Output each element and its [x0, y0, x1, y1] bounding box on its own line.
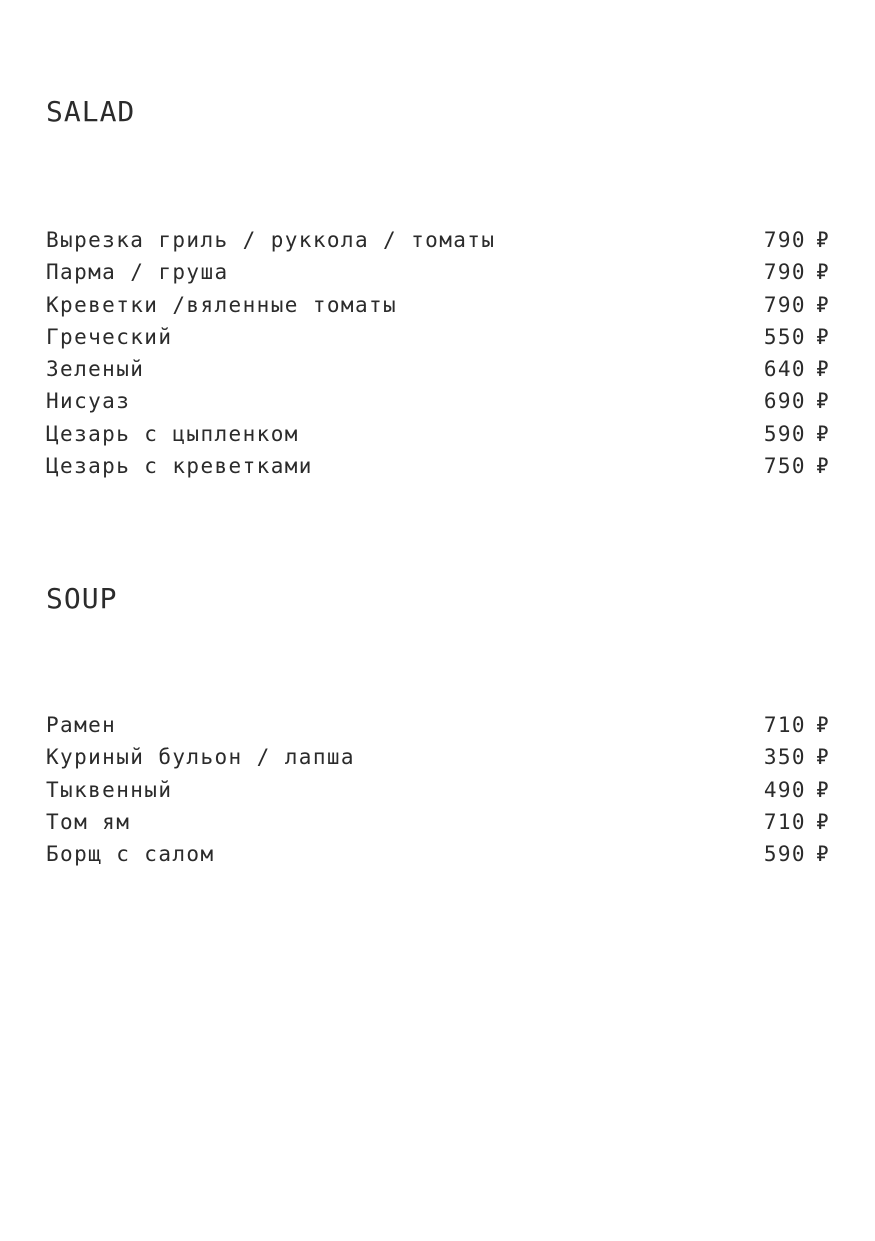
menu-item-price — [764, 838, 830, 870]
menu-item-name: Борщ с салом — [46, 842, 215, 867]
price-value: 710 — [763, 809, 806, 834]
currency-symbol: ₽ — [815, 809, 830, 834]
currency-symbol: ₽ — [815, 292, 830, 317]
menu-item-name: Вырезка гриль / руккола / томаты — [46, 228, 496, 252]
menu-item — [46, 450, 830, 482]
currency-symbol: ₽ — [815, 454, 830, 479]
menu-item-price — [764, 256, 830, 288]
section-title-salad: SALAD — [46, 95, 136, 128]
price-value: 790 — [763, 292, 806, 317]
menu-item — [46, 256, 830, 288]
currency-symbol: ₽ — [815, 357, 830, 382]
menu-item-name: Цезарь с цыпленком — [46, 421, 299, 446]
currency-symbol: ₽ — [815, 713, 830, 737]
menu-item — [46, 709, 830, 741]
currency-symbol: ₽ — [815, 421, 830, 446]
menu-item-price — [764, 385, 830, 417]
menu-item — [46, 741, 830, 773]
menu-item-name: Тыквенный — [46, 777, 173, 802]
menu-list-salad — [46, 224, 830, 482]
menu-item — [46, 224, 830, 256]
menu-item — [46, 385, 830, 417]
price-value: 640 — [763, 357, 806, 382]
menu-item — [46, 418, 830, 450]
price-value: 350 — [763, 745, 806, 770]
menu-item-price — [764, 289, 830, 321]
menu-item — [46, 321, 830, 353]
menu-item-name: Креветки /вяленные томаты — [46, 292, 398, 317]
menu-item — [46, 838, 830, 870]
menu-item-name: Цезарь с креветками — [46, 454, 313, 479]
price-value: 790 — [763, 228, 806, 252]
currency-symbol: ₽ — [815, 324, 830, 349]
price-value: 750 — [763, 454, 806, 479]
menu-item-name: Том ям — [46, 809, 131, 834]
menu-item-price — [764, 741, 830, 773]
currency-symbol: ₽ — [815, 777, 830, 802]
menu-item-name: Нисуаз — [46, 389, 131, 414]
section-title-soup: SOUP — [46, 582, 118, 615]
menu-item — [46, 806, 830, 838]
menu-item — [46, 353, 830, 385]
menu-item-price — [764, 224, 830, 256]
currency-symbol: ₽ — [815, 228, 830, 252]
menu-item-price — [764, 806, 830, 838]
price-value: 790 — [763, 260, 806, 285]
menu-item-name: Парма / груша — [46, 260, 229, 285]
menu-item-name: Рамен — [46, 713, 117, 737]
menu-item — [46, 289, 830, 321]
menu-item-name: Куриный бульон / лапша — [46, 745, 355, 770]
currency-symbol: ₽ — [815, 389, 830, 414]
menu-item-price — [764, 321, 830, 353]
menu-item-price — [764, 774, 830, 806]
price-value: 690 — [763, 389, 806, 414]
menu-item-name: Зеленый — [46, 357, 145, 382]
price-value: 550 — [763, 324, 806, 349]
currency-symbol: ₽ — [815, 260, 830, 285]
menu-item-name: Греческий — [46, 324, 173, 349]
price-value: 590 — [763, 421, 806, 446]
menu-list-soup — [46, 709, 830, 870]
price-value: 710 — [763, 713, 806, 737]
menu-item-price — [764, 709, 830, 741]
price-value: 490 — [763, 777, 806, 802]
menu-item-price — [764, 450, 830, 482]
currency-symbol: ₽ — [815, 842, 830, 867]
currency-symbol: ₽ — [815, 745, 830, 770]
menu-item — [46, 774, 830, 806]
price-value: 590 — [763, 842, 806, 867]
menu-item-price — [764, 353, 830, 385]
menu-item-price — [764, 418, 830, 450]
